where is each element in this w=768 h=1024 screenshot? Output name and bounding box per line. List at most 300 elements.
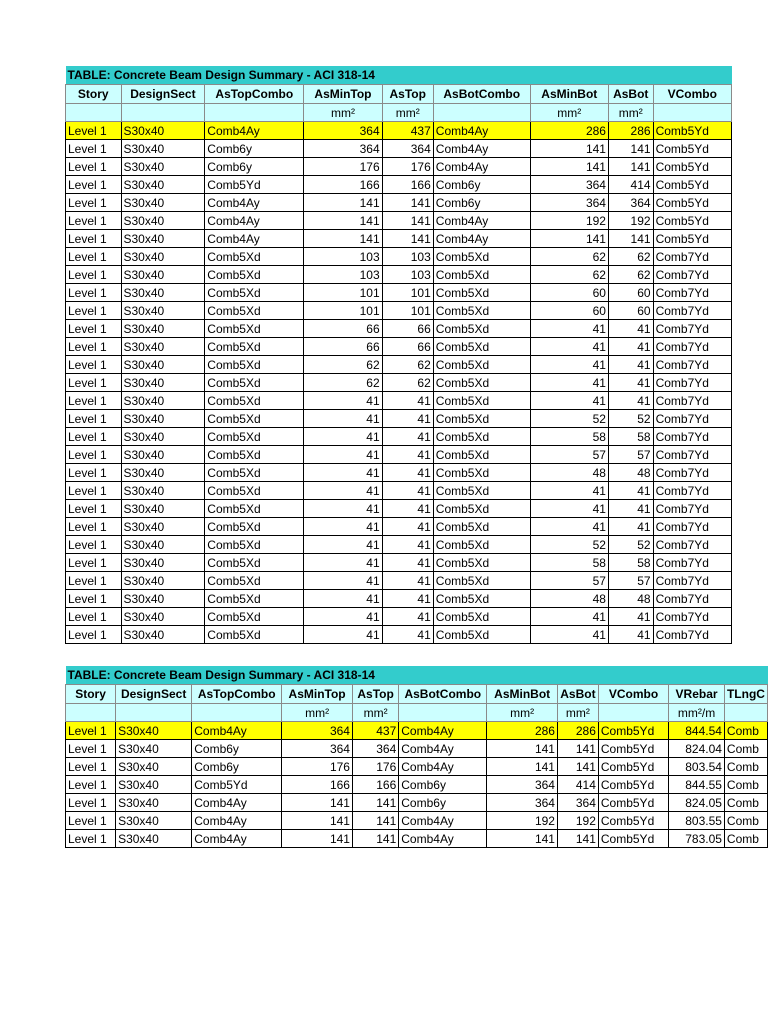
table-cell: Level 1	[66, 482, 122, 500]
table-cell: Comb7Yd	[653, 284, 731, 302]
table-cell: 141	[382, 230, 433, 248]
table-row	[66, 392, 732, 410]
table-cell: Comb5Xd	[205, 626, 304, 644]
table-cell: 101	[304, 302, 382, 320]
table-cell: 41	[608, 626, 653, 644]
table-cell: Level 1	[66, 830, 116, 848]
table-row	[66, 212, 732, 230]
table-cell: Comb5Yd	[205, 176, 304, 194]
table-row	[66, 410, 732, 428]
table-cell: 41	[382, 392, 433, 410]
table-cell: 41	[382, 518, 433, 536]
table-row	[66, 590, 732, 608]
table-cell: Comb5Yd	[653, 194, 731, 212]
table-cell: 166	[352, 776, 398, 794]
table-cell: Comb6y	[399, 776, 487, 794]
table-cell: Comb5Xd	[205, 518, 304, 536]
column-header: AsMinBot	[530, 85, 608, 104]
table-cell: 166	[382, 176, 433, 194]
table-cell: 41	[530, 482, 608, 500]
table-cell: 364	[530, 176, 608, 194]
table-cell: 141	[352, 830, 398, 848]
table-cell: 414	[608, 176, 653, 194]
table-cell: 141	[304, 194, 382, 212]
table-cell: 62	[304, 356, 382, 374]
table-cell: Comb4Ay	[205, 230, 304, 248]
table-cell: 41	[304, 590, 382, 608]
column-header: VCombo	[653, 85, 731, 104]
table-cell: 41	[530, 608, 608, 626]
table-cell: S30x40	[121, 518, 205, 536]
table-cell: S30x40	[121, 212, 205, 230]
table-cell: S30x40	[116, 830, 192, 848]
table-cell: 41	[304, 572, 382, 590]
table-cell: Comb6y	[192, 740, 282, 758]
table-cell: 141	[608, 158, 653, 176]
table-cell: Level 1	[66, 812, 116, 830]
table-cell: Level 1	[66, 140, 122, 158]
table-row	[66, 356, 732, 374]
table-cell: Level 1	[66, 320, 122, 338]
table-cell: Comb4Ay	[192, 812, 282, 830]
table-cell: 141	[282, 812, 353, 830]
table-cell: Comb7Yd	[653, 536, 731, 554]
table-cell: 103	[304, 248, 382, 266]
table-row	[66, 194, 732, 212]
table-cell: 41	[608, 338, 653, 356]
column-header: AsBot	[557, 685, 598, 704]
table-cell: 41	[608, 500, 653, 518]
table-cell: 176	[352, 758, 398, 776]
column-header: AsTop	[382, 85, 433, 104]
table-cell: 166	[282, 776, 353, 794]
table-cell: Level 1	[66, 410, 122, 428]
table-cell: Comb	[724, 776, 767, 794]
table-row	[66, 740, 768, 758]
table-cell: 62	[382, 356, 433, 374]
table-cell: 141	[282, 830, 353, 848]
table-cell: 141	[557, 830, 598, 848]
table-cell: 60	[608, 302, 653, 320]
table-cell: Comb6y	[399, 794, 487, 812]
table-cell: Level 1	[66, 446, 122, 464]
table-cell: 41	[530, 320, 608, 338]
table-row	[66, 320, 732, 338]
table-cell: 364	[304, 140, 382, 158]
column-header: VRebar	[669, 685, 725, 704]
table-cell: S30x40	[121, 302, 205, 320]
table-cell: Comb5Xd	[205, 536, 304, 554]
unit-cell: mm²	[352, 704, 398, 722]
table-cell: 364	[352, 740, 398, 758]
table-cell: 141	[530, 140, 608, 158]
table-cell: Comb5Xd	[433, 428, 530, 446]
unit-cell: mm²	[530, 104, 608, 122]
table-cell: S30x40	[121, 140, 205, 158]
table-cell: Comb7Yd	[653, 248, 731, 266]
table-cell: Comb7Yd	[653, 500, 731, 518]
table-cell: 41	[608, 320, 653, 338]
table-cell: Comb5Xd	[433, 356, 530, 374]
table-cell: Comb4Ay	[205, 212, 304, 230]
table-cell: Level 1	[66, 740, 116, 758]
table-row	[66, 374, 732, 392]
table-cell: 286	[557, 722, 598, 740]
table-cell: 844.55	[669, 776, 725, 794]
table-cell: 41	[382, 446, 433, 464]
unit-cell: mm²	[304, 104, 382, 122]
table-cell: Level 1	[66, 536, 122, 554]
table-cell: Comb4Ay	[433, 212, 530, 230]
table-cell: Comb5Xd	[433, 266, 530, 284]
unit-cell: mm²	[487, 704, 558, 722]
table-cell: Comb7Yd	[653, 320, 731, 338]
table-cell: 41	[530, 374, 608, 392]
table-cell: S30x40	[121, 194, 205, 212]
table-cell: 41	[608, 392, 653, 410]
table-cell: 66	[382, 338, 433, 356]
table-cell: S30x40	[121, 158, 205, 176]
table-cell: 41	[608, 374, 653, 392]
table-cell: 141	[304, 212, 382, 230]
table-cell: Level 1	[66, 302, 122, 320]
column-header: AsMinTop	[282, 685, 353, 704]
table-cell: 62	[304, 374, 382, 392]
table-cell: Comb5Yd	[598, 776, 668, 794]
table-cell: Comb7Yd	[653, 590, 731, 608]
unit-cell	[121, 104, 205, 122]
table-cell: Comb6y	[192, 758, 282, 776]
table-row	[66, 428, 732, 446]
table-cell: S30x40	[116, 776, 192, 794]
table-cell: 141	[530, 158, 608, 176]
table-cell: 364	[487, 794, 558, 812]
table-cell: Comb5Xd	[433, 302, 530, 320]
table-cell: 52	[530, 536, 608, 554]
table-cell: S30x40	[116, 758, 192, 776]
table-cell: 41	[304, 392, 382, 410]
table-cell: Comb5Xd	[433, 590, 530, 608]
unit-cell	[433, 104, 530, 122]
table-cell: 101	[382, 284, 433, 302]
column-header: DesignSect	[116, 685, 192, 704]
column-header: Story	[66, 685, 116, 704]
table-cell: S30x40	[121, 266, 205, 284]
table-cell: 41	[304, 410, 382, 428]
table-cell: 803.54	[669, 758, 725, 776]
table-cell: Level 1	[66, 626, 122, 644]
table-cell: 66	[304, 338, 382, 356]
table-cell: 41	[382, 608, 433, 626]
table-cell: Comb	[724, 758, 767, 776]
table-cell: 60	[608, 284, 653, 302]
table-cell: Level 1	[66, 608, 122, 626]
table-cell: Comb5Xd	[433, 482, 530, 500]
table-cell: S30x40	[121, 410, 205, 428]
table-cell: S30x40	[121, 176, 205, 194]
table-cell: 41	[382, 572, 433, 590]
table-cell: 844.54	[669, 722, 725, 740]
table-cell: S30x40	[121, 230, 205, 248]
table-cell: Comb	[724, 722, 767, 740]
table-row	[66, 158, 732, 176]
unit-cell: mm²	[557, 704, 598, 722]
table-cell: Comb5Xd	[205, 266, 304, 284]
table-cell: 62	[608, 248, 653, 266]
table-cell: Comb5Xd	[205, 572, 304, 590]
table-cell: Level 1	[66, 758, 116, 776]
table-row	[66, 500, 732, 518]
table-cell: Comb5Xd	[433, 608, 530, 626]
table-cell: 41	[608, 518, 653, 536]
table-cell: 48	[530, 590, 608, 608]
table-cell: Comb5Xd	[205, 608, 304, 626]
unit-cell	[653, 104, 731, 122]
table-cell: Comb5Yd	[598, 758, 668, 776]
table-row	[66, 446, 732, 464]
table-cell: 41	[304, 500, 382, 518]
table-cell: S30x40	[121, 626, 205, 644]
table-cell: S30x40	[121, 122, 205, 140]
table-cell: Comb6y	[205, 158, 304, 176]
table-cell: Comb5Xd	[433, 338, 530, 356]
table-cell: 58	[530, 428, 608, 446]
table-cell: 141	[382, 194, 433, 212]
table-row-highlighted	[66, 122, 732, 140]
table-cell: 57	[530, 446, 608, 464]
table-cell: 41	[530, 338, 608, 356]
unit-cell: mm²	[608, 104, 653, 122]
table-cell: Comb6y	[433, 176, 530, 194]
table-row	[66, 230, 732, 248]
table-cell: Comb4Ay	[433, 122, 530, 140]
table-cell: Comb5Xd	[205, 500, 304, 518]
unit-cell	[66, 704, 116, 722]
column-header: AsTopCombo	[192, 685, 282, 704]
table-cell: 286	[530, 122, 608, 140]
column-header: AsTopCombo	[205, 85, 304, 104]
table-cell: Comb7Yd	[653, 266, 731, 284]
table-cell: Comb5Xd	[205, 554, 304, 572]
table-cell: 364	[608, 194, 653, 212]
table-row	[66, 302, 732, 320]
table-cell: 141	[608, 230, 653, 248]
table-cell: Comb	[724, 830, 767, 848]
table-cell: Comb4Ay	[399, 812, 487, 830]
table-cell: Comb5Yd	[598, 740, 668, 758]
table-cell: 41	[304, 428, 382, 446]
table-cell: 141	[487, 830, 558, 848]
table-cell: Comb7Yd	[653, 608, 731, 626]
table-cell: 103	[382, 248, 433, 266]
table-cell: 58	[530, 554, 608, 572]
table-cell: Comb7Yd	[653, 356, 731, 374]
table-cell: Comb4Ay	[192, 722, 282, 740]
table-cell: 57	[608, 572, 653, 590]
table-cell: 41	[382, 590, 433, 608]
table-cell: Comb7Yd	[653, 338, 731, 356]
table-cell: 192	[487, 812, 558, 830]
table-cell: Comb5Yd	[653, 212, 731, 230]
table-cell: Comb5Xd	[205, 410, 304, 428]
unit-cell	[66, 104, 122, 122]
table-cell: Level 1	[66, 464, 122, 482]
table-cell: 364	[530, 194, 608, 212]
unit-cell: mm²	[382, 104, 433, 122]
table-cell: 141	[304, 230, 382, 248]
table-cell: 176	[304, 158, 382, 176]
column-header: AsBotCombo	[433, 85, 530, 104]
table-cell: S30x40	[121, 464, 205, 482]
table-cell: Comb5Yd	[653, 140, 731, 158]
table-cell: 414	[557, 776, 598, 794]
table-cell: 41	[530, 518, 608, 536]
table-cell: Comb5Xd	[205, 356, 304, 374]
table-cell: Comb6y	[433, 194, 530, 212]
header-row	[66, 85, 732, 104]
beam-design-table-1	[65, 66, 732, 644]
table-cell: 141	[557, 740, 598, 758]
table-cell: Comb5Xd	[205, 284, 304, 302]
table-cell: 141	[352, 794, 398, 812]
table-cell: S30x40	[116, 722, 192, 740]
table-cell: 41	[382, 500, 433, 518]
table-row-highlighted	[66, 722, 768, 740]
column-header: AsBotCombo	[399, 685, 487, 704]
table-cell: Comb5Xd	[433, 410, 530, 428]
unit-cell	[205, 104, 304, 122]
table-cell: S30x40	[121, 446, 205, 464]
table-cell: Comb7Yd	[653, 446, 731, 464]
column-header: AsMinBot	[487, 685, 558, 704]
table-cell: Comb5Xd	[433, 554, 530, 572]
table-cell: Comb	[724, 812, 767, 830]
table-cell: 41	[304, 608, 382, 626]
table-cell: Comb5Xd	[433, 518, 530, 536]
table-cell: Comb7Yd	[653, 410, 731, 428]
table-cell: Comb5Yd	[653, 158, 731, 176]
table-cell: 41	[530, 626, 608, 644]
column-header: DesignSect	[121, 85, 205, 104]
table-cell: Level 1	[66, 554, 122, 572]
table-cell: S30x40	[121, 590, 205, 608]
table-title: TABLE: Concrete Beam Design Summary - ACI 318-14	[66, 666, 768, 685]
table-cell: 41	[304, 446, 382, 464]
table-cell: 41	[304, 554, 382, 572]
table-cell: Level 1	[66, 722, 116, 740]
column-header: VCombo	[598, 685, 668, 704]
table-cell: 41	[530, 500, 608, 518]
table-cell: Level 1	[66, 572, 122, 590]
table-cell: Comb5Yd	[653, 230, 731, 248]
table-cell: 41	[382, 626, 433, 644]
column-header: AsTop	[352, 685, 398, 704]
table-cell: Comb5Xd	[433, 446, 530, 464]
table-row	[66, 572, 732, 590]
table-cell: 41	[382, 554, 433, 572]
table-row	[66, 626, 732, 644]
table-cell: 364	[282, 722, 353, 740]
table-cell: S30x40	[121, 554, 205, 572]
table-cell: 286	[608, 122, 653, 140]
table-cell: Comb7Yd	[653, 302, 731, 320]
unit-cell	[724, 704, 767, 722]
table-cell: Comb4Ay	[399, 758, 487, 776]
table-cell: S30x40	[121, 320, 205, 338]
table-cell: S30x40	[121, 356, 205, 374]
table-row	[66, 266, 732, 284]
table-cell: 824.04	[669, 740, 725, 758]
table-cell: Level 1	[66, 122, 122, 140]
table-cell: Comb5Xd	[205, 428, 304, 446]
column-header: AsMinTop	[304, 85, 382, 104]
table-cell: Comb7Yd	[653, 374, 731, 392]
table-cell: S30x40	[121, 284, 205, 302]
table-cell: Comb7Yd	[653, 572, 731, 590]
table-cell: 176	[282, 758, 353, 776]
unit-cell	[598, 704, 668, 722]
table-row	[66, 518, 732, 536]
beam-design-table-2	[65, 666, 768, 848]
table-cell: Level 1	[66, 518, 122, 536]
table-cell: Comb5Yd	[598, 812, 668, 830]
table-row	[66, 758, 768, 776]
table-row	[66, 830, 768, 848]
table-cell: 62	[530, 266, 608, 284]
table-cell: 783.05	[669, 830, 725, 848]
column-header: TLngC	[724, 685, 767, 704]
table-cell: 141	[487, 740, 558, 758]
table-cell: S30x40	[121, 572, 205, 590]
table-cell: 437	[352, 722, 398, 740]
table-cell: 141	[557, 758, 598, 776]
table-cell: 41	[608, 356, 653, 374]
table-cell: 364	[382, 140, 433, 158]
table-cell: Comb5Xd	[205, 464, 304, 482]
table-cell: Comb4Ay	[205, 122, 304, 140]
table-cell: 364	[487, 776, 558, 794]
table-cell: Comb5Xd	[205, 482, 304, 500]
unit-cell: mm²/m	[669, 704, 725, 722]
table-cell: Comb5Yd	[598, 830, 668, 848]
table-cell: 41	[382, 482, 433, 500]
unit-cell	[399, 704, 487, 722]
table-cell: Comb5Xd	[433, 374, 530, 392]
table-cell: 62	[608, 266, 653, 284]
table-cell: 101	[304, 284, 382, 302]
table-cell: 192	[530, 212, 608, 230]
table-cell: 57	[608, 446, 653, 464]
table-cell: 60	[530, 302, 608, 320]
table-cell: 364	[304, 122, 382, 140]
table-row	[66, 608, 732, 626]
table-cell: Comb4Ay	[192, 794, 282, 812]
table-cell: Comb	[724, 794, 767, 812]
unit-cell	[116, 704, 192, 722]
table-cell: Comb5Xd	[433, 284, 530, 302]
table-cell: Level 1	[66, 230, 122, 248]
table-cell: Comb7Yd	[653, 428, 731, 446]
table-cell: Comb5Xd	[205, 248, 304, 266]
table-cell: 803.55	[669, 812, 725, 830]
table-cell: Comb5Xd	[205, 392, 304, 410]
table-cell: Level 1	[66, 794, 116, 812]
table-cell: 141	[608, 140, 653, 158]
table-cell: 437	[382, 122, 433, 140]
table-row	[66, 176, 732, 194]
table-cell: Comb6y	[205, 140, 304, 158]
table-cell: 103	[382, 266, 433, 284]
